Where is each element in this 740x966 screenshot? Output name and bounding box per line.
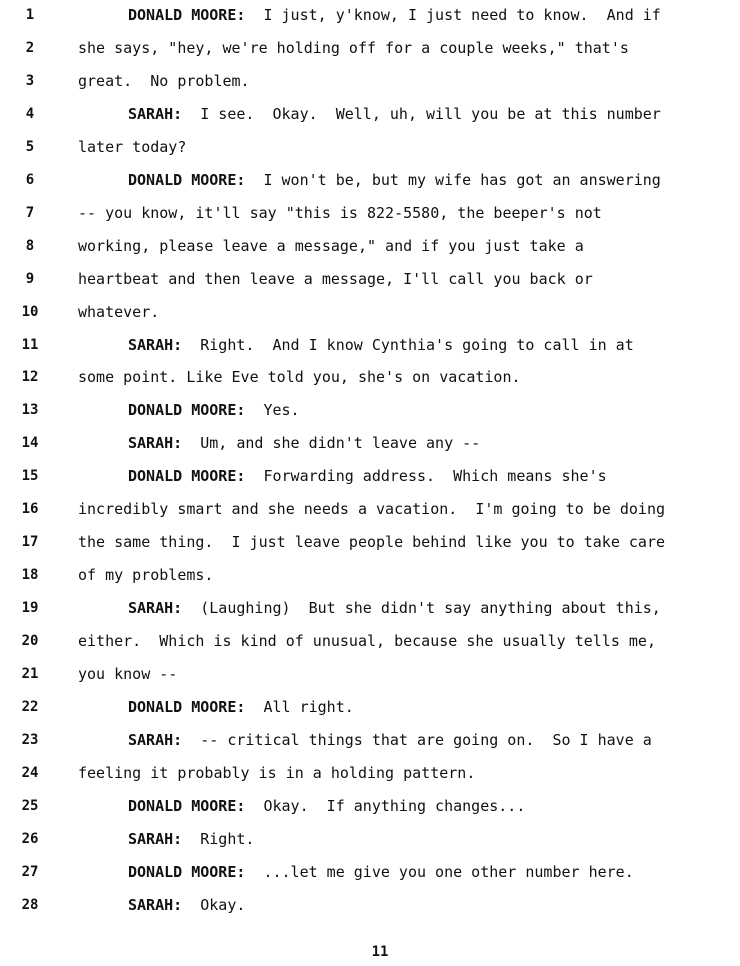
transcript-line: [0, 631, 740, 664]
line-text: [128, 170, 733, 190]
transcript-line: [0, 104, 740, 137]
spoken-text: I just, y'know, I just need to know. And if: [245, 6, 661, 24]
spoken-text: later today?: [78, 138, 187, 156]
line-number: 25: [21, 798, 39, 814]
line-text: [128, 335, 733, 355]
line-text: [78, 302, 733, 322]
line-number: 21: [21, 666, 39, 682]
line-text: [128, 5, 733, 25]
spoken-text: ...let me give you one other number here.: [245, 863, 634, 881]
line-text: [78, 499, 733, 519]
spoken-text: All right.: [245, 698, 354, 716]
transcript-line: [0, 170, 740, 203]
transcript-line: [0, 763, 740, 796]
line-number: 2: [25, 40, 35, 56]
line-number: 18: [21, 567, 39, 583]
transcript-line: [0, 335, 740, 368]
spoken-text: incredibly smart and she needs a vacation. I'm going to be doing: [78, 500, 665, 518]
transcript-line: [0, 236, 740, 269]
spoken-text: the same thing. I just leave people behind like you to take care: [78, 533, 665, 551]
transcript-line: [0, 269, 740, 302]
transcript-line: [0, 829, 740, 862]
line-text: [128, 598, 733, 618]
line-text: [78, 269, 733, 289]
spoken-text: some point. Like Eve told you, she's on vacation.: [78, 368, 521, 386]
transcript-line: [0, 598, 740, 631]
line-number: 24: [21, 765, 39, 781]
spoken-text: (Laughing) But she didn't say anything about this,: [182, 599, 661, 617]
line-number: 28: [21, 897, 39, 913]
line-number: 11: [21, 337, 39, 353]
transcript-line: [0, 862, 740, 895]
transcript-line: [0, 466, 740, 499]
spoken-text: -- critical things that are going on. So I have a: [182, 731, 652, 749]
speaker-name: DONALD MOORE:: [128, 171, 246, 189]
line-text: [78, 532, 733, 552]
line-text: [128, 895, 733, 915]
transcript-line: [0, 38, 740, 71]
line-text: [128, 104, 733, 124]
spoken-text: she says, "hey, we're holding off for a couple weeks," that's: [78, 39, 629, 57]
speaker-name: SARAH:: [128, 599, 183, 617]
speaker-name: DONALD MOORE:: [128, 797, 246, 815]
spoken-text: either. Which is kind of unusual, because she usually tells me,: [78, 632, 656, 650]
transcript-line: [0, 400, 740, 433]
spoken-text: Yes.: [245, 401, 300, 419]
spoken-text: Um, and she didn't leave any --: [182, 434, 481, 452]
line-number: 7: [25, 205, 35, 221]
transcript-line: [0, 499, 740, 532]
spoken-text: great. No problem.: [78, 72, 250, 90]
speaker-name: SARAH:: [128, 896, 183, 914]
transcript-line: [0, 895, 740, 928]
spoken-text: Right. And I know Cynthia's going to call in at: [182, 336, 634, 354]
transcript-line: [0, 5, 740, 38]
line-text: [78, 664, 733, 684]
spoken-text: whatever.: [78, 303, 160, 321]
line-text: [128, 697, 733, 717]
speaker-name: DONALD MOORE:: [128, 6, 246, 24]
spoken-text: working, please leave a message," and if you just take a: [78, 237, 584, 255]
speaker-name: SARAH:: [128, 105, 183, 123]
line-number: 23: [21, 732, 39, 748]
spoken-text: Okay. If anything changes...: [245, 797, 526, 815]
line-text: [78, 38, 733, 58]
transcript-line: [0, 137, 740, 170]
line-text: [128, 862, 733, 882]
line-text: [78, 71, 733, 91]
line-text: [78, 203, 733, 223]
speaker-name: SARAH:: [128, 336, 183, 354]
spoken-text: of my problems.: [78, 566, 214, 584]
line-number: 14: [21, 435, 39, 451]
transcript-line: [0, 697, 740, 730]
speaker-name: SARAH:: [128, 830, 183, 848]
transcript-line: [0, 433, 740, 466]
line-number: 13: [21, 402, 39, 418]
line-number: 17: [21, 534, 39, 550]
speaker-name: DONALD MOORE:: [128, 467, 246, 485]
speaker-name: DONALD MOORE:: [128, 863, 246, 881]
line-number: 27: [21, 864, 39, 880]
line-number: 12: [21, 369, 39, 385]
spoken-text: Right.: [182, 830, 255, 848]
transcript-line: [0, 302, 740, 335]
line-text: [78, 367, 733, 387]
line-text: [78, 565, 733, 585]
line-text: [78, 631, 733, 651]
line-number: 9: [25, 271, 35, 287]
transcript-line: [0, 532, 740, 565]
spoken-text: you know --: [78, 665, 178, 683]
line-number: 1: [25, 7, 35, 23]
spoken-text: -- you know, it'll say "this is 822-5580, the beeper's not: [78, 204, 602, 222]
spoken-text: I won't be, but my wife has got an answering: [245, 171, 661, 189]
transcript-line: [0, 203, 740, 236]
line-text: [78, 236, 733, 256]
line-text: [128, 796, 733, 816]
transcript-line: [0, 664, 740, 697]
line-text: [128, 829, 733, 849]
transcript-line: [0, 730, 740, 763]
spoken-text: Forwarding address. Which means she's: [245, 467, 607, 485]
line-number: 22: [21, 699, 39, 715]
transcript-line: [0, 565, 740, 598]
transcript-line: [0, 796, 740, 829]
line-number: 6: [25, 172, 35, 188]
transcript-line: [0, 367, 740, 400]
line-text: [78, 137, 733, 157]
line-number: 20: [21, 633, 39, 649]
transcript-line: [0, 71, 740, 104]
speaker-name: DONALD MOORE:: [128, 698, 246, 716]
line-text: [128, 466, 733, 486]
spoken-text: feeling it probably is in a holding pattern.: [78, 764, 476, 782]
spoken-text: heartbeat and then leave a message, I'll call you back or: [78, 270, 593, 288]
line-text: [78, 763, 733, 783]
line-number: 26: [21, 831, 39, 847]
speaker-name: SARAH:: [128, 731, 183, 749]
speaker-name: SARAH:: [128, 434, 183, 452]
line-text: [128, 400, 733, 420]
line-number: 3: [25, 73, 35, 89]
speaker-name: DONALD MOORE:: [128, 401, 246, 419]
line-number: 5: [25, 139, 35, 155]
line-number: 19: [21, 600, 39, 616]
line-number: 15: [21, 468, 39, 484]
line-number: 4: [25, 106, 35, 122]
page-number: 11: [371, 944, 389, 960]
spoken-text: Okay.: [182, 896, 246, 914]
spoken-text: I see. Okay. Well, uh, will you be at this number: [182, 105, 661, 123]
line-number: 16: [21, 501, 39, 517]
line-text: [128, 433, 733, 453]
line-number: 10: [21, 304, 39, 320]
line-number: 8: [25, 238, 35, 254]
line-text: [128, 730, 733, 750]
